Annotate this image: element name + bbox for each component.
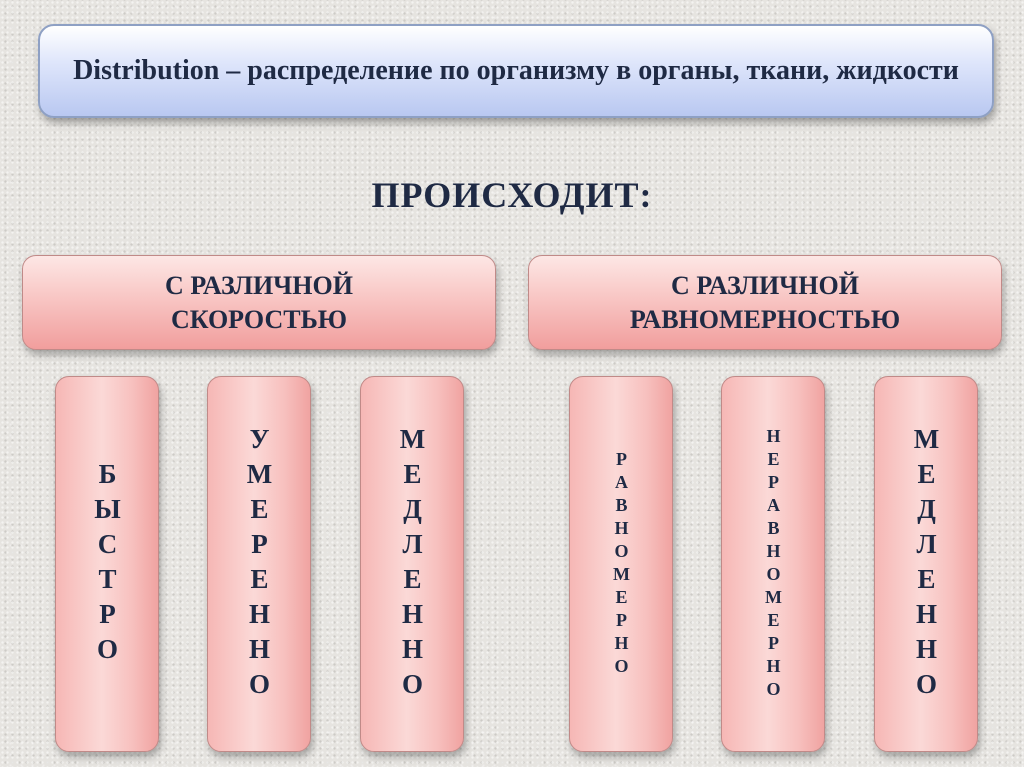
group-label-speed: С РАЗЛИЧНОЙ СКОРОСТЬЮ <box>165 270 353 334</box>
title-text: Distribution – распределение по организму в органы, ткани, жидкости <box>73 55 959 87</box>
group-box-uniformity <box>528 255 1002 350</box>
column-text-moderate: УМЕРЕННО <box>244 424 275 704</box>
group-box-speed <box>22 255 496 350</box>
column-box-uniform <box>569 376 673 752</box>
column-text-slow: МЕДЛЕННО <box>397 424 428 704</box>
column-text-uniform: РАВНОМЕРНО <box>611 449 632 679</box>
title-box <box>38 24 994 118</box>
section-heading: ПРОИСХОДИТ: <box>371 175 653 215</box>
column-box-fast <box>55 376 159 752</box>
column-text-nonuniform: НЕРАВНОМЕРНО <box>763 426 784 702</box>
column-box-slow-2 <box>874 376 978 752</box>
column-box-slow <box>360 376 464 752</box>
column-text-slow-2: МЕДЛЕННО <box>911 424 942 704</box>
column-box-nonuniform <box>721 376 825 752</box>
column-text-fast: БЫСТРО <box>92 459 123 669</box>
group-label-uniformity: С РАЗЛИЧНОЙ РАВНОМЕРНОСТЬЮ <box>629 270 901 334</box>
column-box-moderate <box>207 376 311 752</box>
